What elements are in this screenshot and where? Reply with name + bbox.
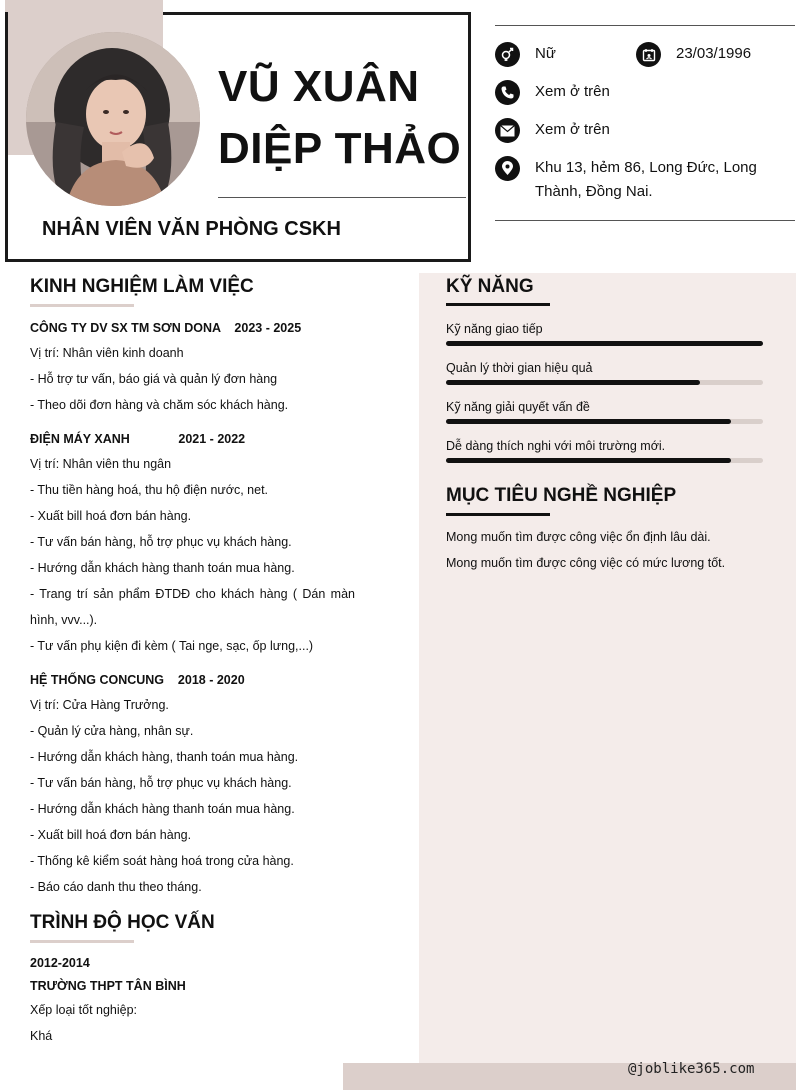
skill-bar-fill [446, 458, 731, 463]
skill-bar-track [446, 458, 763, 463]
skill-bar-track [446, 341, 763, 346]
goal-line: Mong muốn tìm được công việc có mức lương tốt. [446, 556, 726, 570]
skill-item [446, 359, 763, 385]
email-value: Xem ở trên [535, 121, 610, 138]
candidate-name [218, 56, 461, 180]
skill-bar-fill [446, 380, 700, 385]
job-title: NHÂN VIÊN VĂN PHÒNG CSKH [42, 218, 341, 240]
job-detail-line: - Quản lý cửa hàng, nhân sự. [30, 724, 194, 738]
skill-bar-track [446, 419, 763, 424]
job-entry-3 [30, 668, 355, 900]
job-detail-line: - Tư vấn bán hàng, hỗ trợ phục vụ khách hàng. [30, 776, 292, 790]
job-detail-line: Vị trí: Cửa Hàng Trưởng. [30, 698, 169, 712]
job-detail-line: - Tư vấn bán hàng, hỗ trợ phục vụ khách hàng. [30, 535, 292, 549]
birthdate-value: 23/03/1996 [676, 45, 752, 62]
job-detail-line: - Hỗ trợ tư vấn, báo giá và quản lý đơn hàng [30, 372, 278, 386]
gender-icon [495, 42, 520, 67]
education-grade-label: Xếp loại tốt nghiệp: [30, 1003, 138, 1017]
info-gender [495, 42, 556, 67]
job-detail-line: - Hướng dẫn khách hàng thanh toán mua hàng. [30, 802, 295, 816]
location-pin-icon [495, 156, 520, 181]
goals-title-underline [446, 513, 550, 516]
address-line1: Khu 13, hẻm 86, Long Đức, Long [535, 159, 757, 176]
job-detail-line: - Thu tiền hàng hoá, thu hộ điện nước, net. [30, 483, 269, 497]
job-entry-2 [30, 427, 355, 659]
job-detail-line: Vị trí: Nhân viên kinh doanh [30, 346, 184, 360]
education-grade: Khá [30, 1029, 53, 1043]
job-entry-1 [30, 316, 355, 418]
job-detail-line: - Xuất bill hoá đơn bán hàng. [30, 828, 192, 842]
right-column-panel [419, 273, 796, 1063]
job-detail-line: hình, vvv...). [30, 613, 98, 627]
gender-value: Nữ [535, 45, 556, 62]
job-detail-line: - Theo dõi đơn hàng và chăm sóc khách hàng. [30, 398, 289, 412]
avatar-portrait [26, 32, 200, 206]
skill-name: Dễ dàng thích nghi với môi trường mới. [446, 439, 666, 453]
info-birthdate [636, 42, 751, 67]
info-divider-top [495, 25, 795, 26]
watermark: @joblike365.com [628, 1061, 755, 1077]
info-address [495, 156, 757, 204]
skills-title: KỸ NĂNG [446, 276, 534, 297]
skill-item [446, 437, 763, 463]
info-phone [495, 80, 610, 105]
address-value [535, 156, 757, 204]
address-line2: Thành, Đồng Nai. [535, 183, 653, 200]
job-detail-line: - Tư vấn phụ kiện đi kèm ( Tai nge, sạc, ốp lưng,...) [30, 639, 314, 653]
job-detail-line: - Báo cáo danh thu theo tháng. [30, 880, 202, 894]
education-years: 2012-2014 [30, 956, 90, 970]
company-heading: HỆ THỐNG CONCUNG 2018 - 2020 [30, 673, 245, 687]
skill-name: Quản lý thời gian hiệu quả [446, 361, 593, 375]
calendar-icon [636, 42, 661, 67]
header-frame-top [163, 12, 468, 15]
skill-bar-fill [446, 341, 763, 346]
info-email [495, 118, 610, 143]
job-detail-line: - Thống kê kiểm soát hàng hoá trong cửa hàng. [30, 854, 294, 868]
info-divider-bottom [495, 220, 795, 221]
job-detail-line: - Hướng dẫn khách hàng, thanh toán mua hàng. [30, 750, 299, 764]
skill-bar-track [446, 380, 763, 385]
job-detail-line: - Xuất bill hoá đơn bán hàng. [30, 509, 192, 523]
goals-title: MỤC TIÊU NGHỀ NGHIỆP [446, 485, 677, 506]
mail-icon [495, 118, 520, 143]
skill-item [446, 320, 763, 346]
experience-title: KINH NGHIỆM LÀM VIỆC [30, 276, 254, 297]
company-heading: CÔNG TY DV SX TM SƠN DONA 2023 - 2025 [30, 321, 302, 335]
job-detail-line: - Trang trí sản phẩm ĐTDĐ cho khách hàng ( Dán màn [30, 587, 355, 601]
goal-line: Mong muốn tìm được công việc ổn định lâu dài. [446, 530, 711, 544]
candidate-name-line1: VŨ XUÂN [218, 62, 420, 111]
skill-name: Kỹ năng giải quyết vấn đề [446, 400, 590, 414]
candidate-name-line2: DIỆP THẢO [218, 124, 462, 173]
company-heading: ĐIỆN MÁY XANH 2021 - 2022 [30, 432, 246, 446]
phone-icon [495, 80, 520, 105]
education-school: TRƯỜNG THPT TÂN BÌNH [30, 979, 186, 993]
skills-title-underline [446, 303, 550, 306]
job-detail-line: Vị trí: Nhân viên thu ngân [30, 457, 172, 471]
skill-item [446, 398, 763, 424]
experience-title-underline [30, 304, 134, 307]
skill-bar-fill [446, 419, 731, 424]
skill-name: Kỹ năng giao tiếp [446, 322, 543, 336]
job-detail-line: - Hướng dẫn khách hàng thanh toán mua hàng. [30, 561, 295, 575]
phone-value: Xem ở trên [535, 83, 610, 100]
avatar [26, 32, 200, 206]
education-title-underline [30, 940, 134, 943]
education-title: TRÌNH ĐỘ HỌC VẤN [30, 912, 215, 933]
name-divider [218, 197, 466, 198]
